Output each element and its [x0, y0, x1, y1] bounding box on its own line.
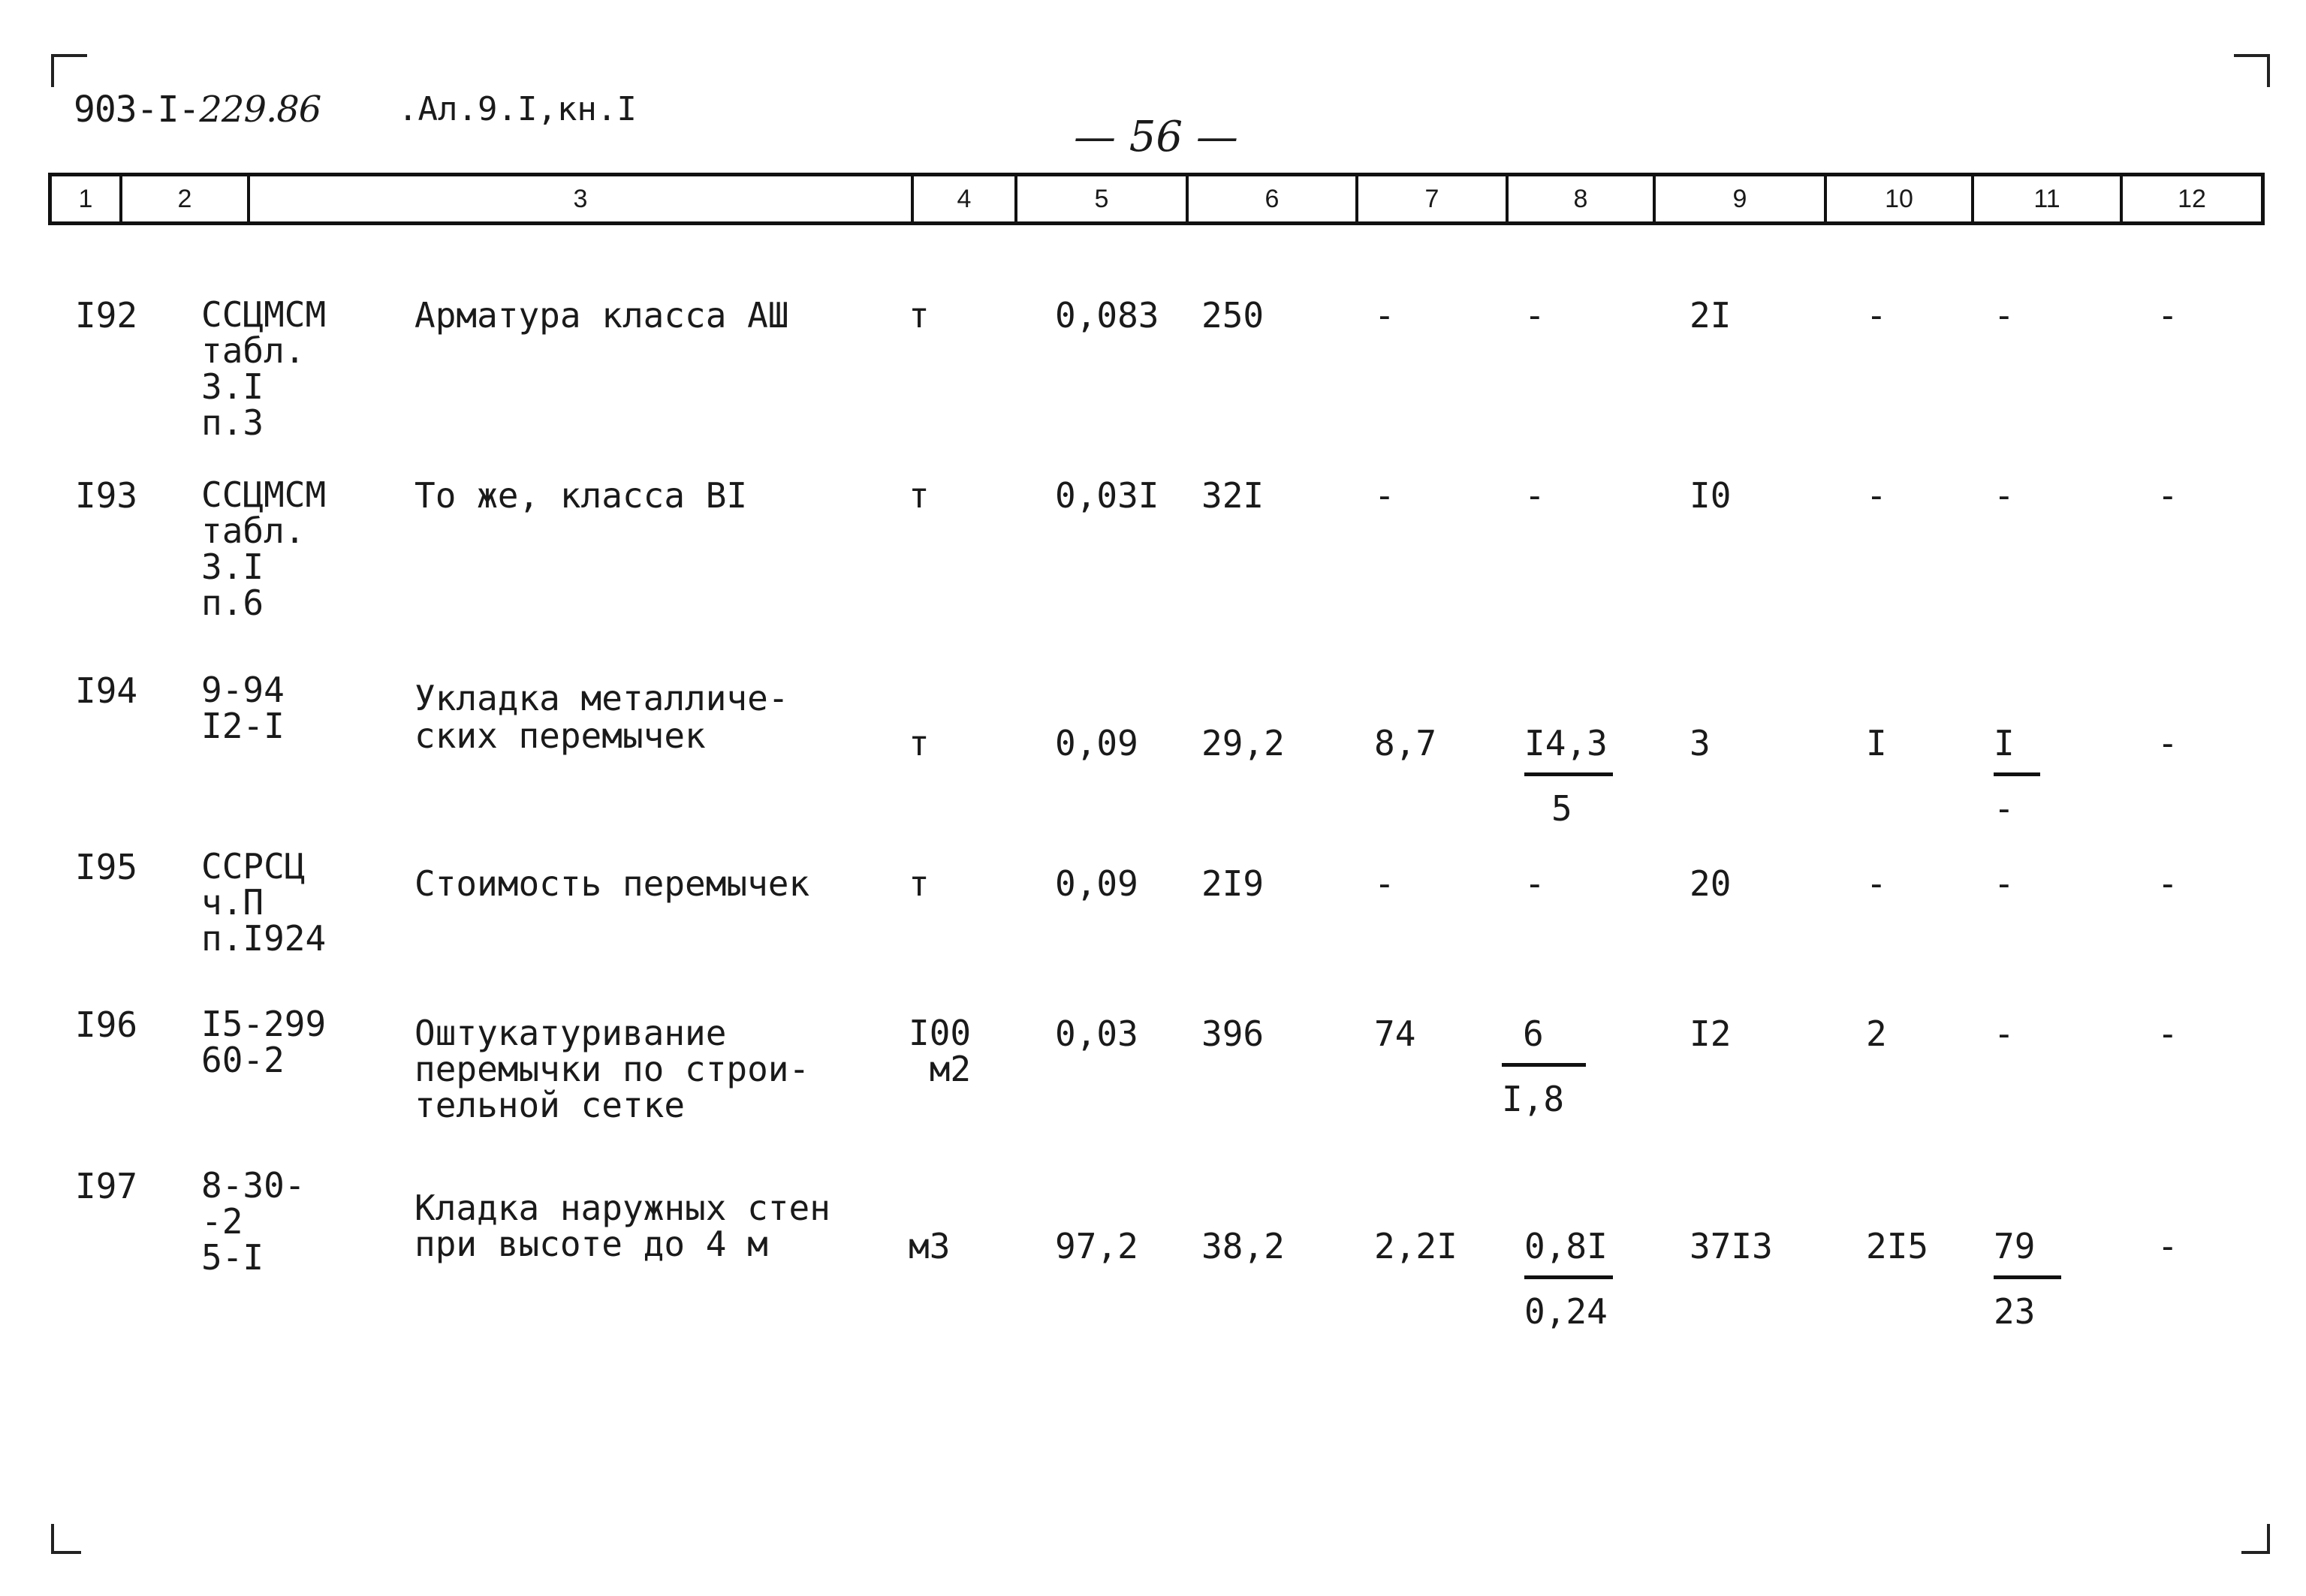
col-10-value: -	[1866, 295, 1887, 336]
col-11-fraction	[1994, 1227, 2061, 1330]
fraction-numerator: 6	[1523, 1013, 1544, 1054]
column-number: 4	[911, 176, 1014, 221]
col-9-value: I0	[1690, 475, 1732, 516]
col-9-value: 37I3	[1690, 1226, 1773, 1266]
fraction-bar	[1994, 772, 2040, 776]
norm-reference: ССЦМСМ табл. 3.I п.3	[201, 294, 327, 443]
unit: т	[909, 475, 930, 516]
column-number: 2	[119, 176, 247, 221]
quantity: 0,09	[1055, 863, 1138, 904]
document-code	[74, 89, 321, 131]
fraction-numerator: 79	[1994, 1226, 2036, 1266]
document-code-printed: 903-I-	[74, 89, 200, 131]
row-number: I93	[75, 475, 138, 516]
col-11-fraction	[1994, 724, 2040, 827]
norm-reference: ССЦМСМ табл. 3.I п.6	[201, 474, 327, 623]
quantity: 0,083	[1055, 295, 1159, 336]
column-number: 3	[247, 176, 911, 221]
corner-mark-bottom-left	[51, 1524, 81, 1554]
col-10-value: -	[1866, 863, 1887, 904]
unit-cost: 250	[1201, 295, 1265, 336]
column-number: 12	[2120, 176, 2261, 221]
work-description: Укладка металличе- ских перемычек	[414, 678, 789, 756]
col-10-value: I	[1866, 723, 1887, 763]
col-10-value: 2I5	[1866, 1226, 1929, 1266]
norm-reference: 8-30- -2 5-I	[201, 1165, 306, 1278]
col-7-value: 2,2I	[1374, 1226, 1457, 1266]
work-description: Оштукатуривание перемычки по строи- тельной сетке	[414, 1013, 810, 1125]
col-9-value: 20	[1690, 863, 1732, 904]
unit: т	[909, 723, 930, 763]
col-8-fraction	[1524, 724, 1613, 827]
col-12-value: -	[2157, 723, 2178, 763]
fraction-numerator: I	[1994, 723, 2015, 763]
unit-cost: 396	[1201, 1013, 1265, 1054]
unit: т	[909, 295, 930, 336]
col-8-fraction	[1502, 1015, 1586, 1118]
norm-reference: ССРСЦ ч.П п.I924	[201, 846, 327, 959]
fraction-denominator: 23	[1994, 1291, 2036, 1332]
column-number: 1	[78, 184, 93, 213]
fraction-numerator: I4,3	[1524, 723, 1608, 763]
row-number: I95	[75, 847, 138, 887]
fraction-bar	[1524, 772, 1613, 776]
fraction-denominator: 5	[1551, 788, 1572, 829]
column-number: 11	[1971, 176, 2120, 221]
col-8-fraction	[1524, 1227, 1613, 1330]
fraction-bar	[1994, 1275, 2061, 1279]
album-reference: .Ал.9.I,кн.I	[398, 90, 637, 128]
col-9-value: 3	[1690, 723, 1711, 763]
col-8-value: -	[1524, 475, 1545, 516]
column-number: 10	[1824, 176, 1971, 221]
corner-mark-bottom-right	[2241, 1524, 2270, 1554]
unit-cost: 29,2	[1201, 723, 1285, 763]
col-9-value: 2I	[1690, 295, 1732, 336]
unit: м3	[909, 1226, 951, 1266]
col-11-value: -	[1994, 295, 2015, 336]
norm-reference: I5-299 60-2	[201, 1004, 327, 1080]
column-number: 6	[1186, 176, 1355, 221]
norm-reference: 9-94 I2-I	[201, 670, 285, 746]
col-7-value: -	[1374, 475, 1395, 516]
fraction-denominator: -	[1994, 788, 2015, 829]
fraction-bar	[1502, 1063, 1586, 1067]
col-9-value: I2	[1690, 1013, 1732, 1054]
work-description: То же, класса BI	[414, 475, 748, 516]
row-number: I96	[75, 1004, 138, 1045]
unit-cost: 2I9	[1201, 863, 1265, 904]
col-7-value: 8,7	[1374, 723, 1437, 763]
work-description: Кладка наружных стен при высоте до 4 м	[414, 1188, 830, 1264]
unit-cost: 32I	[1201, 475, 1265, 516]
corner-mark-top-right	[2234, 54, 2270, 87]
column-number: 8	[1506, 176, 1653, 221]
document-code-handwritten: 229.86	[199, 89, 321, 131]
fraction-bar	[1524, 1275, 1613, 1279]
col-10-value: -	[1866, 475, 1887, 516]
page-number: — 56 —	[1074, 113, 1238, 161]
column-number-header	[48, 173, 2265, 225]
fraction-numerator: 0,8I	[1524, 1226, 1608, 1266]
work-description: Арматура класса АШ	[414, 295, 789, 336]
quantity: 97,2	[1055, 1226, 1138, 1266]
unit: т	[909, 863, 930, 904]
col-7-value: 74	[1374, 1013, 1416, 1054]
col-12-value: -	[2157, 1226, 2178, 1266]
col-12-value: -	[2157, 475, 2178, 516]
quantity: 0,09	[1055, 723, 1138, 763]
row-number: I97	[75, 1166, 138, 1206]
column-number: 9	[1653, 176, 1824, 221]
col-8-value: -	[1524, 863, 1545, 904]
quantity: 0,03I	[1055, 475, 1159, 516]
fraction-denominator: 0,24	[1524, 1291, 1608, 1332]
column-number: 5	[1014, 176, 1186, 221]
work-description: Стоимость перемычек	[414, 863, 810, 904]
col-10-value: 2	[1866, 1013, 1887, 1054]
column-number: 7	[1355, 176, 1506, 221]
row-number: I92	[75, 295, 138, 336]
col-12-value: -	[2157, 1013, 2178, 1054]
row-number: I94	[75, 670, 138, 711]
col-7-value: -	[1374, 295, 1395, 336]
col-11-value: -	[1994, 1013, 2015, 1054]
corner-mark-top-left	[51, 54, 87, 87]
unit: I00 м2	[909, 1013, 972, 1089]
col-12-value: -	[2157, 863, 2178, 904]
unit-cost: 38,2	[1201, 1226, 1285, 1266]
col-7-value: -	[1374, 863, 1395, 904]
col-11-value: -	[1994, 475, 2015, 516]
fraction-denominator: I,8	[1502, 1079, 1565, 1119]
col-8-value: -	[1524, 295, 1545, 336]
col-12-value: -	[2157, 295, 2178, 336]
col-11-value: -	[1994, 863, 2015, 904]
quantity: 0,03	[1055, 1013, 1138, 1054]
